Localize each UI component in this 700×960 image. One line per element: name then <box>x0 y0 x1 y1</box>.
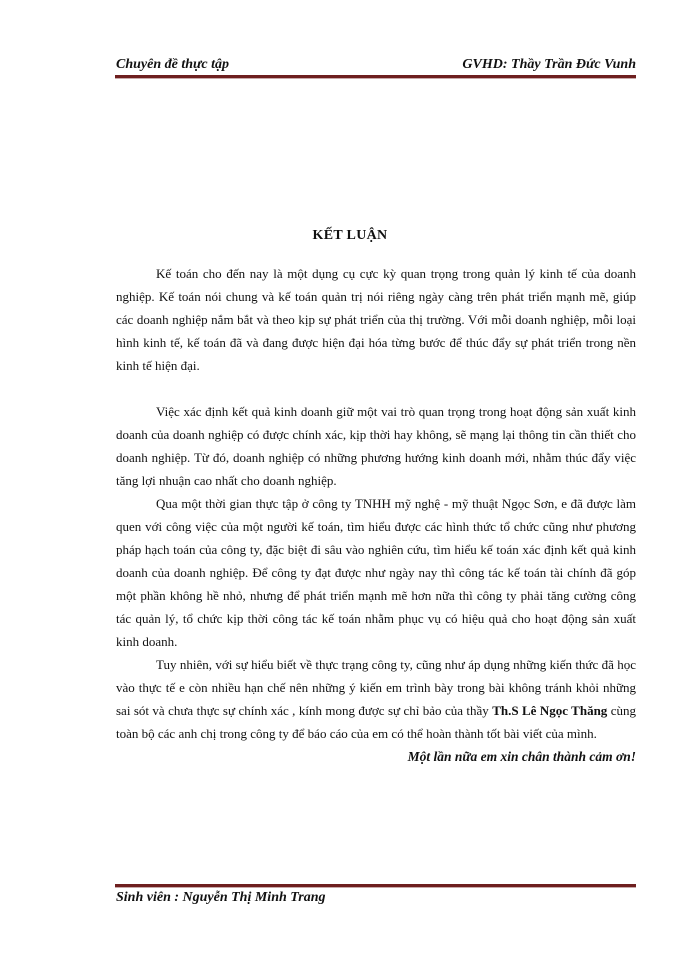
advisor-name: Th.S Lê Ngọc Thăng <box>492 703 608 718</box>
footer-divider <box>115 884 636 888</box>
header-divider <box>115 75 636 79</box>
header-advisor: GVHD: Thầy Trần Đức Vunh <box>462 57 636 72</box>
paragraph-4-text-b: cùng toàn bộ các anh chị trong công ty để báo cáo của em có thể hoàn thành tốt bài viết của mình. <box>116 703 636 741</box>
page-title: KẾT LUẬN <box>312 228 388 243</box>
document-body <box>116 262 636 768</box>
paragraph-2: Việc xác định kết quả kinh doanh giữ một vai trò quan trọng trong hoạt động sản xuất kinh doanh của doanh nghiệp có được chính xác, kịp thời hay không, sẽ mạng lại thông tin cần thiết cho doanh nghiệp. Từ đó, doanh nghiệp có những phương hướng kinh doanh mới, nhằm thúc đẩy việc tăng lợi nhuận cao nhất cho doanh nghiệp. <box>116 404 636 488</box>
paragraph-4-text-a: Tuy nhiên, với sự hiểu biết về thực trạng công ty, cũng như áp dụng những kiến thức đã học vào thực tế e còn nhiều hạn chế nên những ý kiến em trình bày trong bài không tránh khỏi những sai sót và chưa thực sự chính xác , kính mong được sự chỉ bảo của thầy <box>116 657 636 718</box>
footer-student: Sinh viên : Nguyễn Thị Minh Trang <box>116 890 326 905</box>
paragraph-3: Qua một thời gian thực tập ở công ty TNHH mỹ nghệ - mỹ thuật Ngọc Sơn, e đã được làm quen với công việc của một người kế toán, tìm hiểu được các hình thức tổ chức cũng như phương pháp hạch toán của công ty, đặc biệt đi sâu vào nghiên cứu, tìm hiểu kế toán xác định kết quả kinh doanh của doanh nghiệp. Để công ty đạt được như ngày nay thì công tác kế toán tài chính đã góp một phần không hề nhỏ, nhưng để phát triển mạnh mẽ hơn nữa thì công ty phải tăng cường công tác quản lý, tổ chức kịp thời công tác kế toán nhằm phục vụ có hiệu quả cho hoạt động sản xuất kinh doanh. <box>116 496 636 649</box>
header-topic: Chuyên đề thực tập <box>116 57 230 72</box>
paragraph-4 <box>116 653 636 745</box>
paragraph-1: Kế toán cho đến nay là một dụng cụ cực kỳ quan trọng trong quản lý kinh tế của doanh nghiệp. Kế toán nói chung và kế toán quản trị nói riêng ngày càng trên phát triển mạnh mẽ, giúp các doanh nghiệp nắm bắt và theo kịp sự phát triển của thị trường. Với mỗi doanh nghiệp, mỗi loại hình kinh tế, kế toán đã và đang được hiện đại hóa từng bước để thúc đẩy sự phát triển trong nền kinh tế hiện đại. <box>116 266 636 373</box>
page-header <box>115 57 636 77</box>
closing-thanks: Một lần nữa em xin chân thành cảm ơn! <box>407 749 636 764</box>
